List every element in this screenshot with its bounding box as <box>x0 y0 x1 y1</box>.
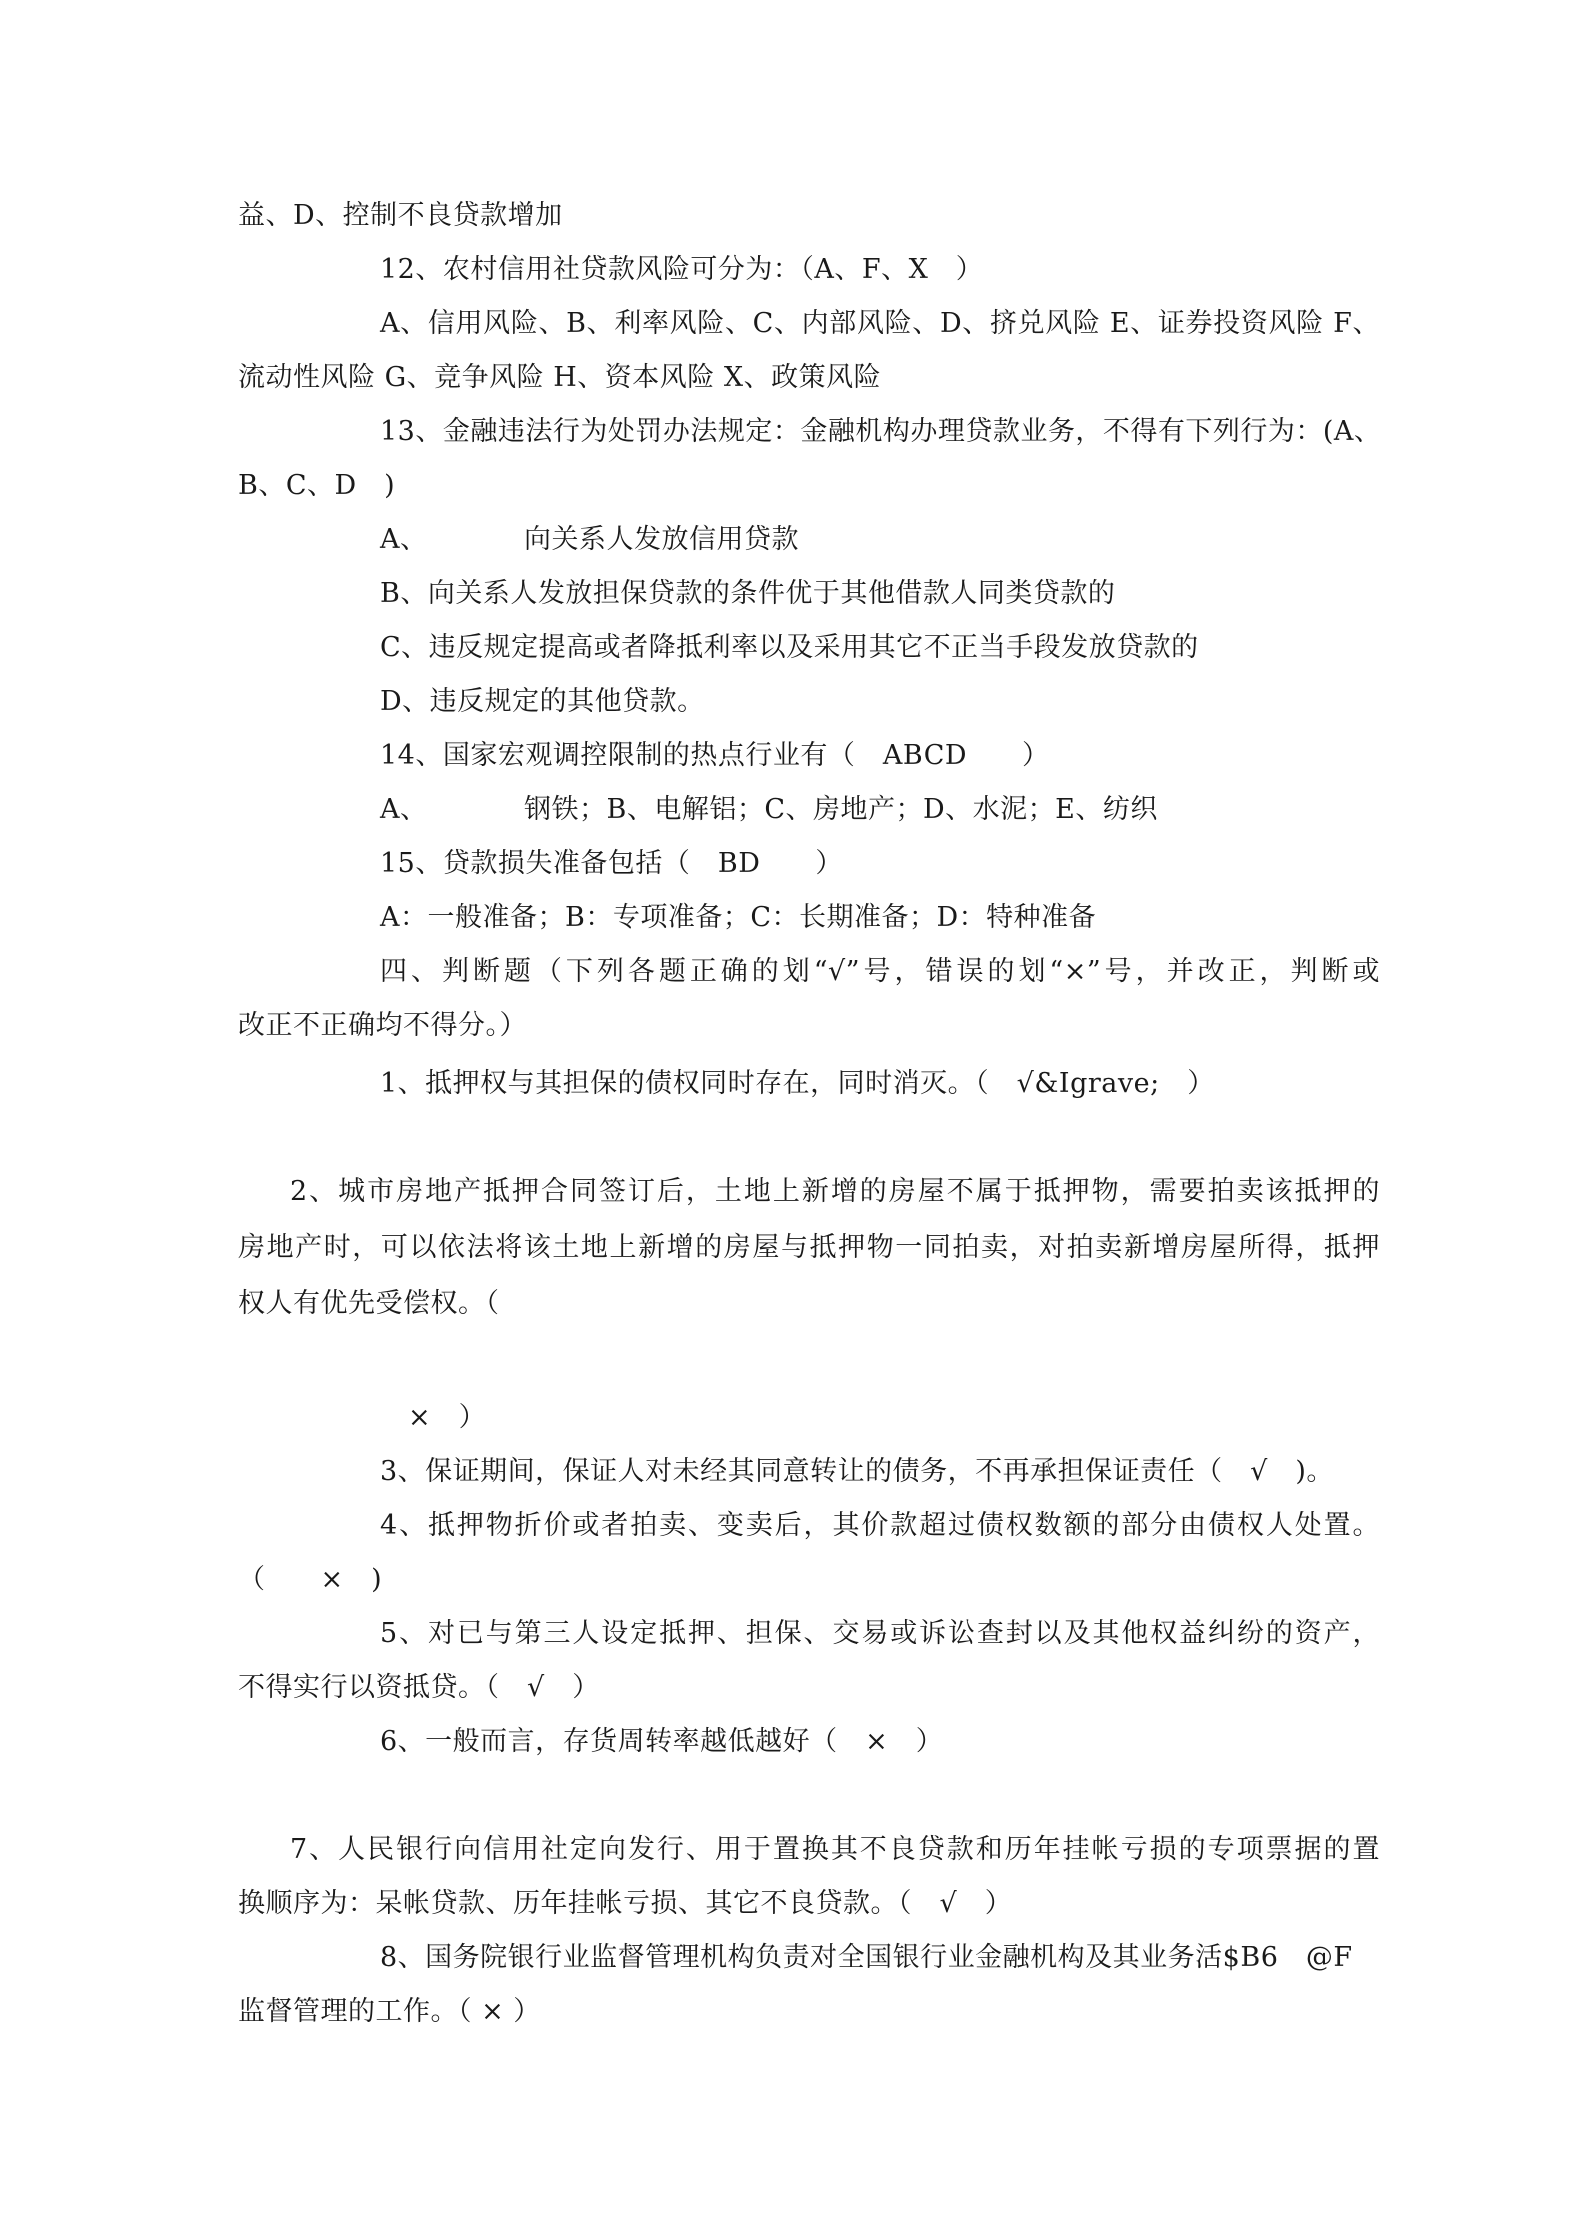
question-15: 15、贷款损失准备包括（ BD ） <box>380 848 843 879</box>
section-heading-judgment-cont: 改正不正确均不得分。） <box>238 1010 527 1041</box>
question-14: 14、国家宏观调控限制的热点行业有（ ABCD ） <box>380 740 1050 771</box>
question-13-option-a: A、 向关系人发放信用贷款 <box>380 524 799 555</box>
judgment-2: 2、城市房地产抵押合同签订后，土地上新增的房屋不属于抵押物，需要拍卖该抵押的 <box>290 1176 1380 1207</box>
question-12-options-cont: 流动性风险 G、竞争风险 H、资本风险 X、政策风险 <box>238 362 882 393</box>
judgment-3: 3、保证期间，保证人对未经其同意转让的债务，不再承担保证责任（ √ )。 <box>380 1456 1334 1487</box>
judgment-1: 1、抵押权与其担保的债权同时存在，同时消灭。（ √&Igrave; ） <box>380 1068 1215 1099</box>
judgment-7: 7、人民银行向信用社定向发行、用于置换其不良贷款和历年挂帐亏损的专项票据的置 <box>290 1834 1380 1865</box>
question-13-answer: B、C、D ) <box>238 470 396 501</box>
question-12: 12、农村信用社贷款风险可分为：（A、F、X ） <box>380 254 984 285</box>
question-12-options: A、信用风险、B、利率风险、C、内部风险、D、挤兑风险 E、证券投资风险 F、 <box>380 308 1380 339</box>
judgment-8: 8、国务院银行业监督管理机构负责对全国银行业金融机构及其业务活$B6 @F <box>380 1942 1353 1973</box>
text-line: 益、D、控制不良贷款增加 <box>238 200 563 231</box>
question-13-option-b: B、向关系人发放担保贷款的条件优于其他借款人同类贷款的 <box>380 578 1116 609</box>
judgment-8-cont: 监督管理的工作。（ × ） <box>238 1996 541 2027</box>
section-heading-judgment: 四、判断题（下列各题正确的划“√”号，错误的划“×”号，并改正，判断或 <box>380 956 1380 987</box>
judgment-4: 4、抵押物折价或者拍卖、变卖后，其价款超过债权数额的部分由债权人处置。 <box>380 1510 1380 1541</box>
question-13-option-c: C、违反规定提高或者降抵利率以及采用其它不正当手段发放贷款的 <box>380 632 1199 663</box>
question-13: 13、金融违法行为处罚办法规定：金融机构办理贷款业务，不得有下列行为：(A、 <box>380 416 1382 447</box>
judgment-5: 5、对已与第三人设定抵押、担保、交易或诉讼查封以及其他权益纠纷的资产， <box>380 1618 1380 1649</box>
judgment-2-answer: × ） <box>408 1402 487 1433</box>
judgment-2-cont: 房地产时，可以依法将该土地上新增的房屋与抵押物一同拍卖，对拍卖新增房屋所得，抵押 <box>238 1232 1380 1263</box>
judgment-2-cont-2: 权人有优先受偿权。（ <box>238 1288 500 1319</box>
question-15-options: A：一般准备；B：专项准备；C：长期准备；D：特种准备 <box>380 902 1097 933</box>
judgment-5-cont: 不得实行以资抵贷。（ √ ） <box>238 1672 600 1703</box>
judgment-6: 6、一般而言，存货周转率越低越好（ × ） <box>380 1726 944 1757</box>
question-14-options: A、 钢铁；B、电解铝；C、房地产；D、水泥；E、纺织 <box>380 794 1158 825</box>
question-13-option-d: D、违反规定的其他贷款。 <box>380 686 705 717</box>
judgment-7-cont: 换顺序为：呆帐贷款、历年挂帐亏损、其它不良贷款。（ √ ） <box>238 1888 1013 1919</box>
judgment-4-answer: （ × ) <box>238 1564 383 1595</box>
